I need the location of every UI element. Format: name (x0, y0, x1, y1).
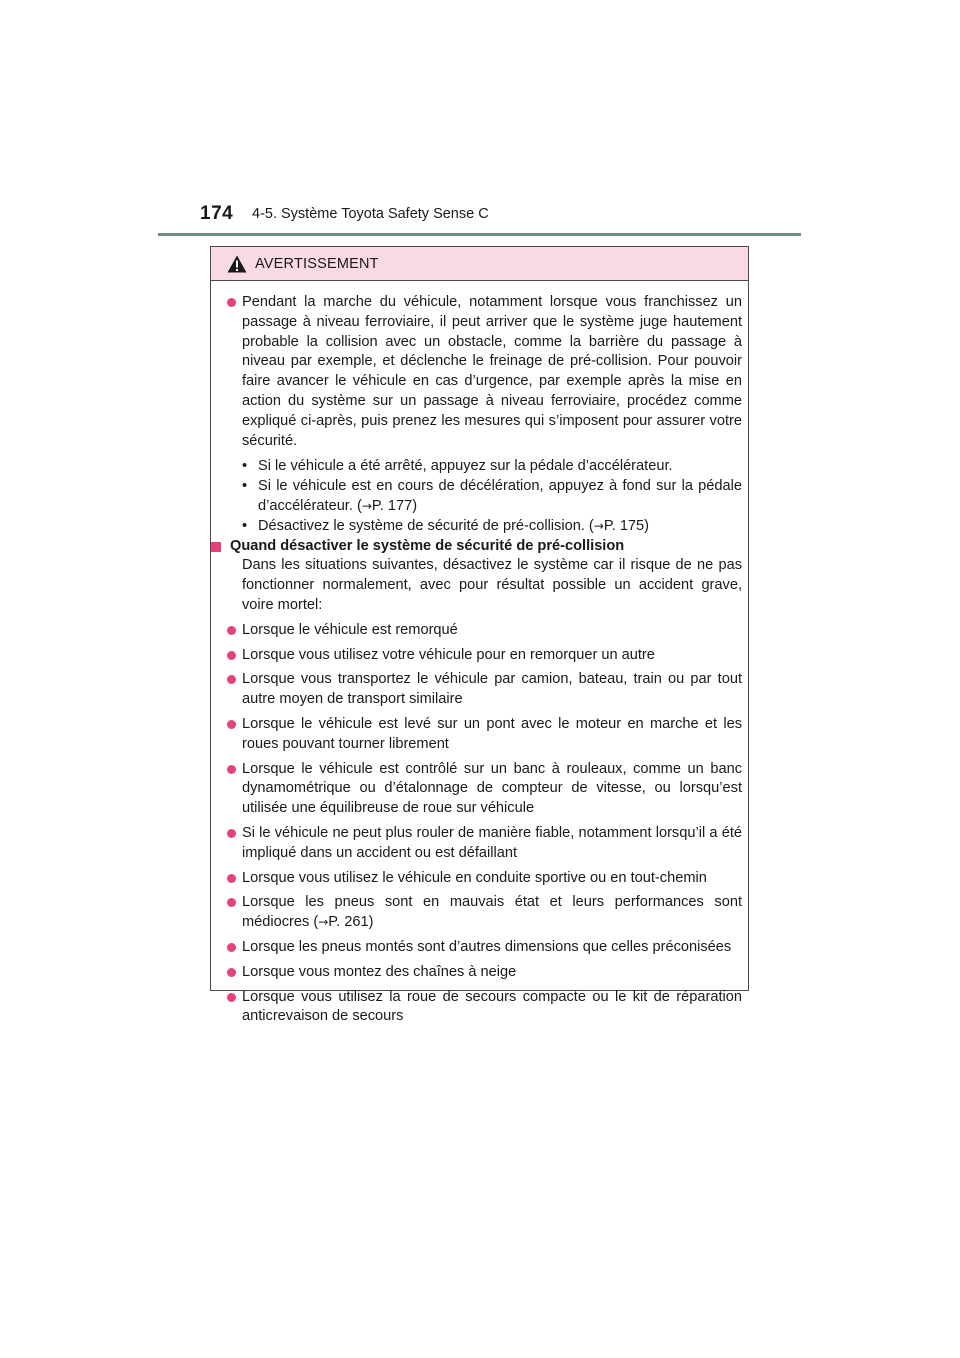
list-marker: • (242, 517, 248, 534)
arrow-icon: → (318, 915, 329, 930)
steps-list (218, 457, 742, 536)
header-rule (158, 233, 801, 236)
bullet-dot (227, 720, 236, 729)
condition-text: Lorsque les pneus sont en mauvais état et leurs performances sont médiocres ( (242, 894, 742, 931)
bullet-dot (227, 943, 236, 952)
page-number: 174 (200, 203, 234, 224)
step-text: Si le véhicule a été arrêté, appuyez sur la pédale d’accélérateur. (258, 458, 673, 475)
condition-item (218, 893, 742, 933)
arrow-icon: → (593, 518, 604, 533)
condition-item (218, 760, 742, 819)
condition-item (218, 715, 742, 755)
bullet-dot (227, 968, 236, 977)
condition-item (218, 621, 742, 641)
subheading (211, 537, 742, 557)
page-ref-link[interactable]: P. 177) (371, 497, 418, 514)
arrow-icon: → (361, 498, 372, 513)
condition-text: Lorsque le véhicule est levé sur un pont avec le moteur en marche et les roues pouvant tourner librement (242, 715, 742, 752)
page-ref-link[interactable]: P. 175) (603, 517, 650, 534)
condition-text: Lorsque vous transportez le véhicule par camion, bateau, train ou par tout autre moyen de transport similaire (242, 671, 742, 708)
condition-text: Lorsque les pneus montés sont d’autres dimensions que celles préconisées (242, 938, 732, 955)
warning-header (211, 247, 748, 281)
square-bullet-icon (211, 542, 221, 552)
condition-text: Si le véhicule ne peut plus rouler de manière fiable, notamment lorsqu’il a été impliqué dans un accident ou est défaillant (242, 824, 742, 861)
bullet-dot (227, 651, 236, 660)
section-title: 4-5. Système Toyota Safety Sense C (252, 206, 489, 222)
sub-paragraph: Dans les situations suivantes, désactivez le système car il risque de ne pas fonctionner normalement, avec pour résultat possible un accident grave, voire mortel: (242, 557, 742, 613)
condition-item (218, 938, 742, 958)
list-marker: • (242, 478, 248, 495)
condition-item (218, 869, 742, 889)
condition-text: Lorsque vous utilisez la roue de secours compacte ou le kit de réparation anticrevaison de secours (242, 988, 742, 1025)
condition-text: Lorsque vous utilisez le véhicule en conduite sportive ou en tout-chemin (242, 869, 707, 886)
condition-item (218, 670, 742, 710)
bullet-dot (227, 765, 236, 774)
condition-text: Lorsque vous montez des chaînes à neige (242, 963, 517, 980)
warning-body (211, 281, 748, 1027)
bullet-dot (227, 829, 236, 838)
condition-item (218, 824, 742, 864)
step-item (242, 477, 742, 517)
step-item (242, 457, 742, 477)
bullet-dot (227, 626, 236, 635)
condition-item (218, 988, 742, 1028)
warning-box (210, 246, 749, 1025)
bullet-dot (227, 993, 236, 1002)
condition-item (218, 963, 742, 983)
list-marker: • (242, 458, 248, 475)
condition-text: Lorsque le véhicule est remorqué (242, 621, 458, 638)
warning-title: AVERTISSEMENT (255, 255, 379, 272)
bullet-dot (227, 298, 236, 307)
intro-text: Pendant la marche du véhicule, notamment lorsque vous franchissez un passage à niveau ferroviaire, il peut arriver que le système juge hautement probable la collision avec un obstacle, comme la barrière du passage à niveau par exemple, et déclenche le freinage de pré-collision. Pour pouvoir faire avancer le véhicule en cas d’urgence, par exemple après la mise en action du système sur un passage à niveau ferroviaire, procédez comme expliqué ci-après, puis prenez les mesures qui s’imposent pour assurer votre sécurité. (242, 294, 742, 449)
step-text: Désactivez le système de sécurité de pré-collision. ( (258, 517, 594, 534)
step-item (242, 517, 742, 537)
intro-item (218, 293, 742, 451)
condition-text: Lorsque vous utilisez votre véhicule pour en remorquer un autre (242, 646, 655, 663)
condition-item (218, 646, 742, 666)
condition-text: Lorsque le véhicule est contrôlé sur un banc à rouleaux, comme un banc dynamométrique ou d’étalonnage de compteur de vitesse, ou lorsqu’est utilisée une équilibreuse de roue sur véhicule (242, 760, 742, 817)
step-text: Si le véhicule est en cours de décélération, appuyez à fond sur la pédale d’accélérateur. ( (258, 478, 742, 514)
bullet-dot (227, 874, 236, 883)
bullet-dot (227, 898, 236, 907)
warning-triangle-icon (227, 255, 247, 273)
bullet-dot (227, 675, 236, 684)
page-ref-link[interactable]: P. 261) (328, 914, 374, 931)
subheading-text: Quand désactiver le système de sécurité de pré-collision (230, 537, 625, 554)
